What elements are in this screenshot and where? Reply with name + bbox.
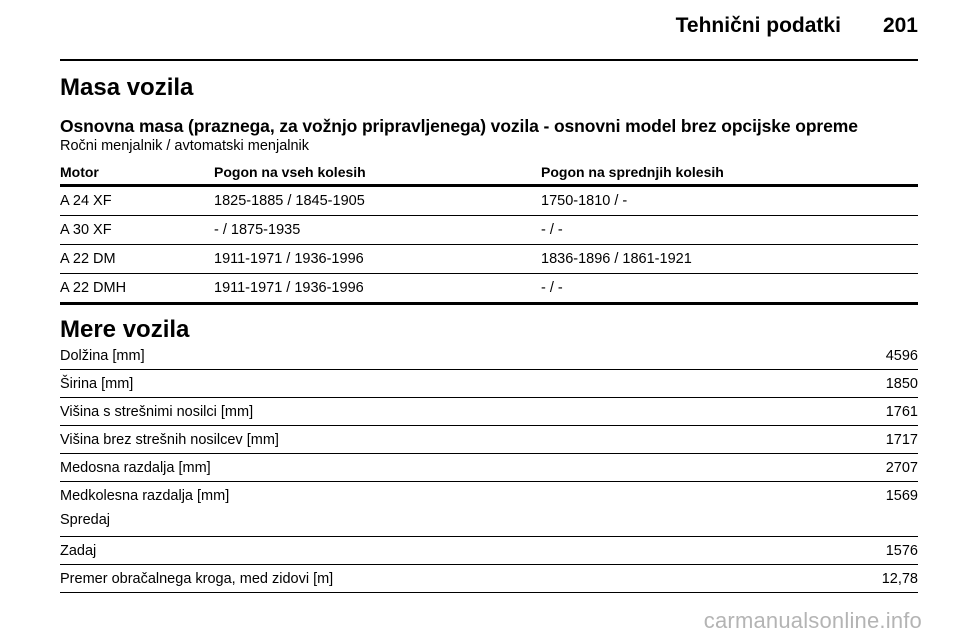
table-row [60,274,918,305]
table-cell: 1750-1810 / - [541,193,628,209]
table-cell: - / 1875-1935 [214,222,301,238]
table-row [60,426,918,454]
dimension-label: Zadaj [60,543,97,559]
dimension-sublabel: Spredaj [60,512,110,528]
table-row [60,565,918,593]
table-cell: A 30 XF [60,222,112,238]
table-row [60,216,918,245]
dimension-label: Medkolesna razdalja [mm] [60,488,230,504]
dimension-value: 12,78 [881,571,918,587]
dimension-value: 1569 [885,488,918,504]
mass-section-title: Masa vozila [60,74,194,101]
dimension-label: Višina s strešnimi nosilci [mm] [60,404,254,420]
dimension-value: 2707 [885,460,918,476]
table-row [60,342,918,370]
mass-note: Ročni menjalnik / avtomatski menjalnik [60,138,310,154]
page-header [676,14,918,46]
table-cell: 1825-1885 / 1845-1905 [214,193,365,209]
table-header-row [60,163,918,187]
column-header: Pogon na vseh kolesih [214,164,366,180]
table-cell: A 24 XF [60,193,112,209]
table-row [60,454,918,482]
table-cell: - / - [541,280,563,296]
header-title: Tehnični podatki [675,14,841,37]
watermark: carmanualsonline.info [703,608,922,633]
table-cell: 1911-1971 / 1936-1996 [214,251,364,267]
dimension-label: Višina brez strešnih nosilcev [mm] [60,432,279,448]
table-cell: A 22 DMH [60,280,127,296]
table-row [60,187,918,216]
dimension-label: Premer obračalnega kroga, med zidovi [m] [60,571,334,587]
dimension-value: 1717 [885,432,918,448]
column-header: Pogon na sprednjih kolesih [541,164,724,180]
column-header: Motor [60,164,99,180]
table-cell: A 22 DM [60,251,116,267]
dimension-value: 1576 [885,543,918,559]
table-row [60,398,918,426]
table-row [60,482,918,537]
dimension-value: 1850 [885,376,918,392]
table-cell: - / - [541,222,563,238]
mass-table [60,163,918,305]
dimension-value: 1761 [885,404,918,420]
mass-subtitle: Osnovna masa (praznega, za vožnjo pripravljenega) vozila - osnovni model brez opcijske opreme [60,116,858,136]
dimensions-table [60,342,918,593]
dimensions-section-title: Mere vozila [60,316,190,343]
dimension-label: Dolžina [mm] [60,348,145,364]
table-row [60,245,918,274]
page-number: 201 [882,14,918,37]
table-cell: 1911-1971 / 1936-1996 [214,280,364,296]
dimension-label: Širina [mm] [60,376,134,392]
dimension-label: Medosna razdalja [mm] [60,460,211,476]
header-divider [60,59,918,61]
table-row [60,537,918,565]
dimension-value: 4596 [885,348,918,364]
table-cell: 1836-1896 / 1861-1921 [541,251,692,267]
table-row [60,370,918,398]
